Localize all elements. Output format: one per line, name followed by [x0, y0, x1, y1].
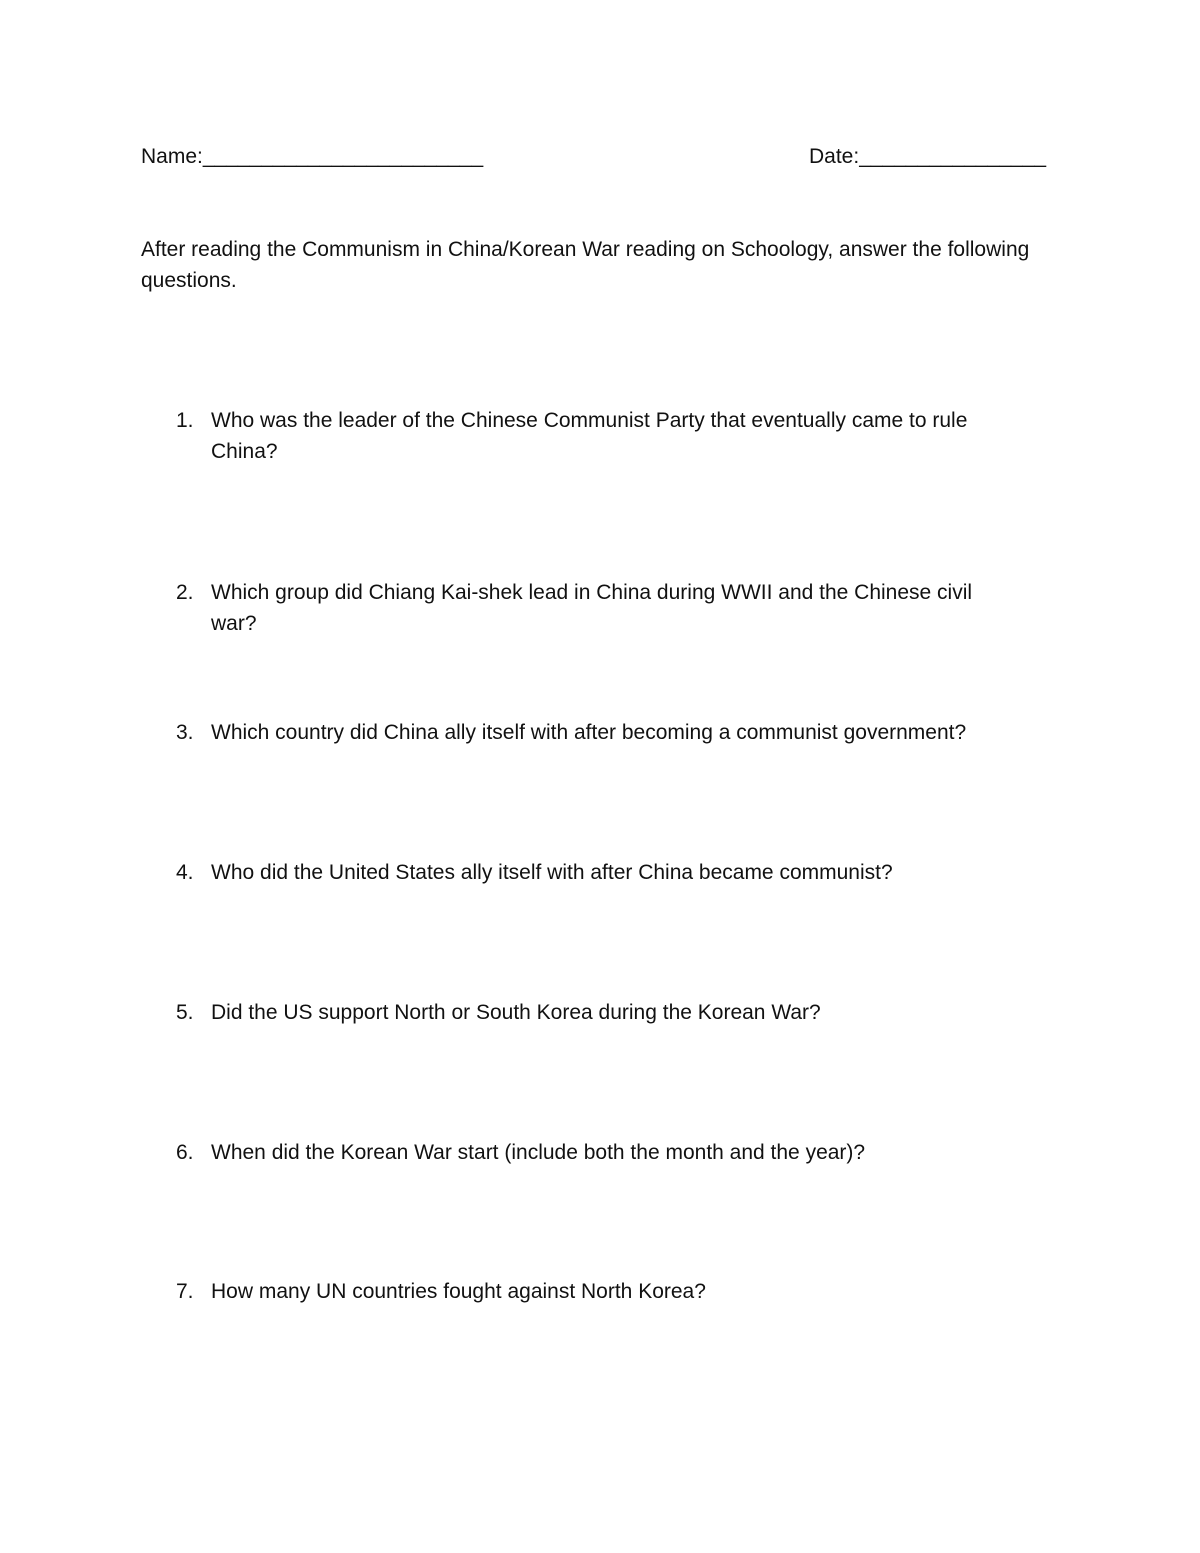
question-number: 6.: [176, 1141, 194, 1164]
question-number: 5.: [176, 1001, 194, 1024]
question-text: When did the Korean War start (include both the month and the year)?: [211, 1141, 866, 1164]
question-item: [176, 577, 1006, 639]
instructions-text: After reading the Communism in China/Korean War reading on Schoology, answer the following questions.: [141, 238, 1030, 292]
question-text: Who was the leader of the Chinese Communist Party that eventually came to rule China?: [211, 409, 968, 463]
question-text: Which country did China ally itself with after becoming a communist government?: [211, 721, 967, 744]
question-item: [176, 717, 1006, 748]
question-item: [176, 857, 1006, 888]
question-item: [176, 1276, 1006, 1307]
question-item: [176, 405, 1006, 467]
question-text: Who did the United States ally itself with after China became communist?: [211, 861, 893, 884]
date-field: Date:________________: [809, 145, 1047, 168]
question-number: 3.: [176, 721, 194, 744]
question-item: [176, 1137, 1006, 1168]
header-row: [141, 142, 1051, 174]
question-number: 7.: [176, 1280, 194, 1303]
question-number: 1.: [176, 409, 194, 432]
question-text: How many UN countries fought against North Korea?: [211, 1280, 706, 1303]
question-number: 2.: [176, 581, 194, 604]
question-number: 4.: [176, 861, 194, 884]
question-text: Did the US support North or South Korea during the Korean War?: [211, 1001, 821, 1024]
question-item: [176, 997, 1006, 1028]
name-field: Name:________________________: [141, 145, 484, 168]
question-text: Which group did Chiang Kai-shek lead in China during WWII and the Chinese civil war?: [211, 581, 973, 635]
